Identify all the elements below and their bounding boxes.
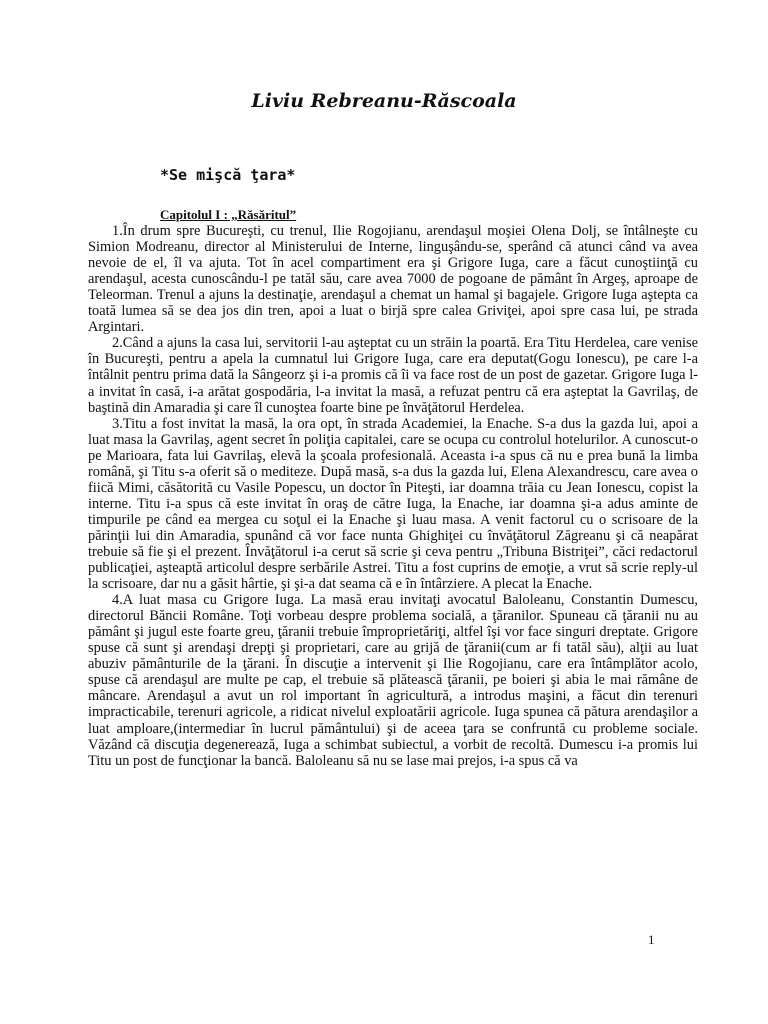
page-number: 1	[648, 932, 655, 947]
body-text	[88, 207, 698, 769]
paragraph-2: 2.Când a ajuns la casa lui, servitorii l-au aşteptat cu un străin la poartă. Era Titu Herdelea, care venise în Bucureşti, pentru a apela la cumnatul lui Grigore Iuga, care era deputat(Gogu Ionescu), pe care l-a întâlnit pentru prima dată la Sângeorz şi i-a promis că îi va face rost de un post de gazetar. Grigore Iuga l-a invitat în casă, i-a arătat gospodăria, l-a invitat la masă, a refuzat pentru că era aşteptat la Gavrilaş, de baştină din Amaradia şi care îl cunoştea foarte bine pe învăţătorul Herdelea.	[88, 335, 698, 416]
section-subtitle: *Se mişcă ţara*	[160, 166, 296, 184]
document-title: Liviu Rebreanu-Răscoala	[251, 90, 517, 112]
paragraph-3: 3.Titu a fost invitat la masă, la ora opt, în strada Academiei, la Enache. S-a dus la gazda lui, apoi a luat masa la Gavrilaş, agent secret în poliţia capitalei, care se ocupa cu controlul hotelurilor. A cunoscut-o pe Marioara, fata lui Gavrilaş, elevă la şcoala profesională. Aceasta i-a spus că nu e prea bună la limba română, şi Titu s-a oferit să o mediteze. După masă, s-a dus la gazda lui, Elena Alexandrescu, care avea o fiică Mimi, căsătorită cu Vasile Popescu, un doctor în Piteşti, iar doamna trăia cu Jean Ionescu, copist la interne. Titu i-a spus că este invitat în oraş de către Iuga, la Enache, iar doamna şi-a adus aminte de timpurile pe când ea mergea cu soţul ei la Enache şi luau masa. A venit factorul cu o scrisoare de la părinţii lui din Amaradia, spunând că vor face nunta Ghighiţei cu învăţătorul Zăgreanu şi că neapărat trebuie să fie şi el prezent. Învăţătorul i-a cerut să scrie şi ceva pentru „Tribuna Bistriţei”, căci redactorul publicaţiei, aşteaptă articolul despre serbările Astrei. Titu a fost cuprins de emoţie, a vrut să scrie reply-ul la scrisoare, dar nu a găsit hârtie, şi şi-a dat seama că e în întârziere. A plecat la Enache.	[88, 415, 698, 593]
paragraph-1: 1.În drum spre Bucureşti, cu trenul, Ilie Rogojianu, arendaşul moşiei Olena Dolj, se întâlneşte cu Simion Modreanu, director al Ministerului de Interne, linguşându-se, sperând că atunci când va avea nevoie de el, îl va ajuta. Tot în acel compartiment era şi Grigore Iuga, care a făcut cunoştiinţă cu arendaşul, acesta cunoscându-l pe tatăl său, care avea 7000 de pogoane de pământ în Argeş, aproape de Teleorman. Trenul a ajuns la destinaţie, arendaşul a chemat un hamal şi bagajele. Grigore Iuga aştepta ca toată lumea să se dea jos din tren, apoi a luat o birjă spre calea Griviţei, apoi spre casa lui, pe strada Argintari.	[88, 223, 698, 336]
paragraph-4: 4.A luat masa cu Grigore Iuga. La masă erau invitaţi avocatul Baloleanu, Constantin Dumescu, directorul Băncii Române. Toţi vorbeau despre problema socială, a ţăranilor. Spuneau că ţăranii nu au pământ şi jugul este foarte greu, ţăranii trebuie împroprietăriţi, altfel îşi vor face singuri dreptate. Grigore spuse că sunt şi arendaşi drepţi şi proprietari, care au grijă de ţăranii(cum ar fi tatăl său), alţii au luat abuziv pământurile de la ţărani. În discuţie a intervenit şi Ilie Rogojianu, care era întâmplător acolo, spuse că arendaşul are multe pe cap, el trebuie să plătească ţăranii, pe boieri şi abia le mai rămâne de mâncare. Arendaşul a avut un rol important în agricultură, a introdus maşini, a făcut din terenuri impracticabile, terenuri agricole, a ridicat nivelul exploatării agricole. Iuga spunea că pătura arendaşilor a luat amploare,(intermediar în lucrul pământului) şi de aceea ţara se confruntă cu probleme sociale. Văzând că discuţia degenerează, Iuga a schimbat subiectul, a vorbit de recoltă. Dumescu i-a promis lui Titu un post de funcţionar la bancă. Baloleanu să nu se lase mai prejos, i-a spus că va	[88, 592, 698, 769]
chapter-heading: Capitolul I : „Răsăritul”	[160, 207, 297, 222]
